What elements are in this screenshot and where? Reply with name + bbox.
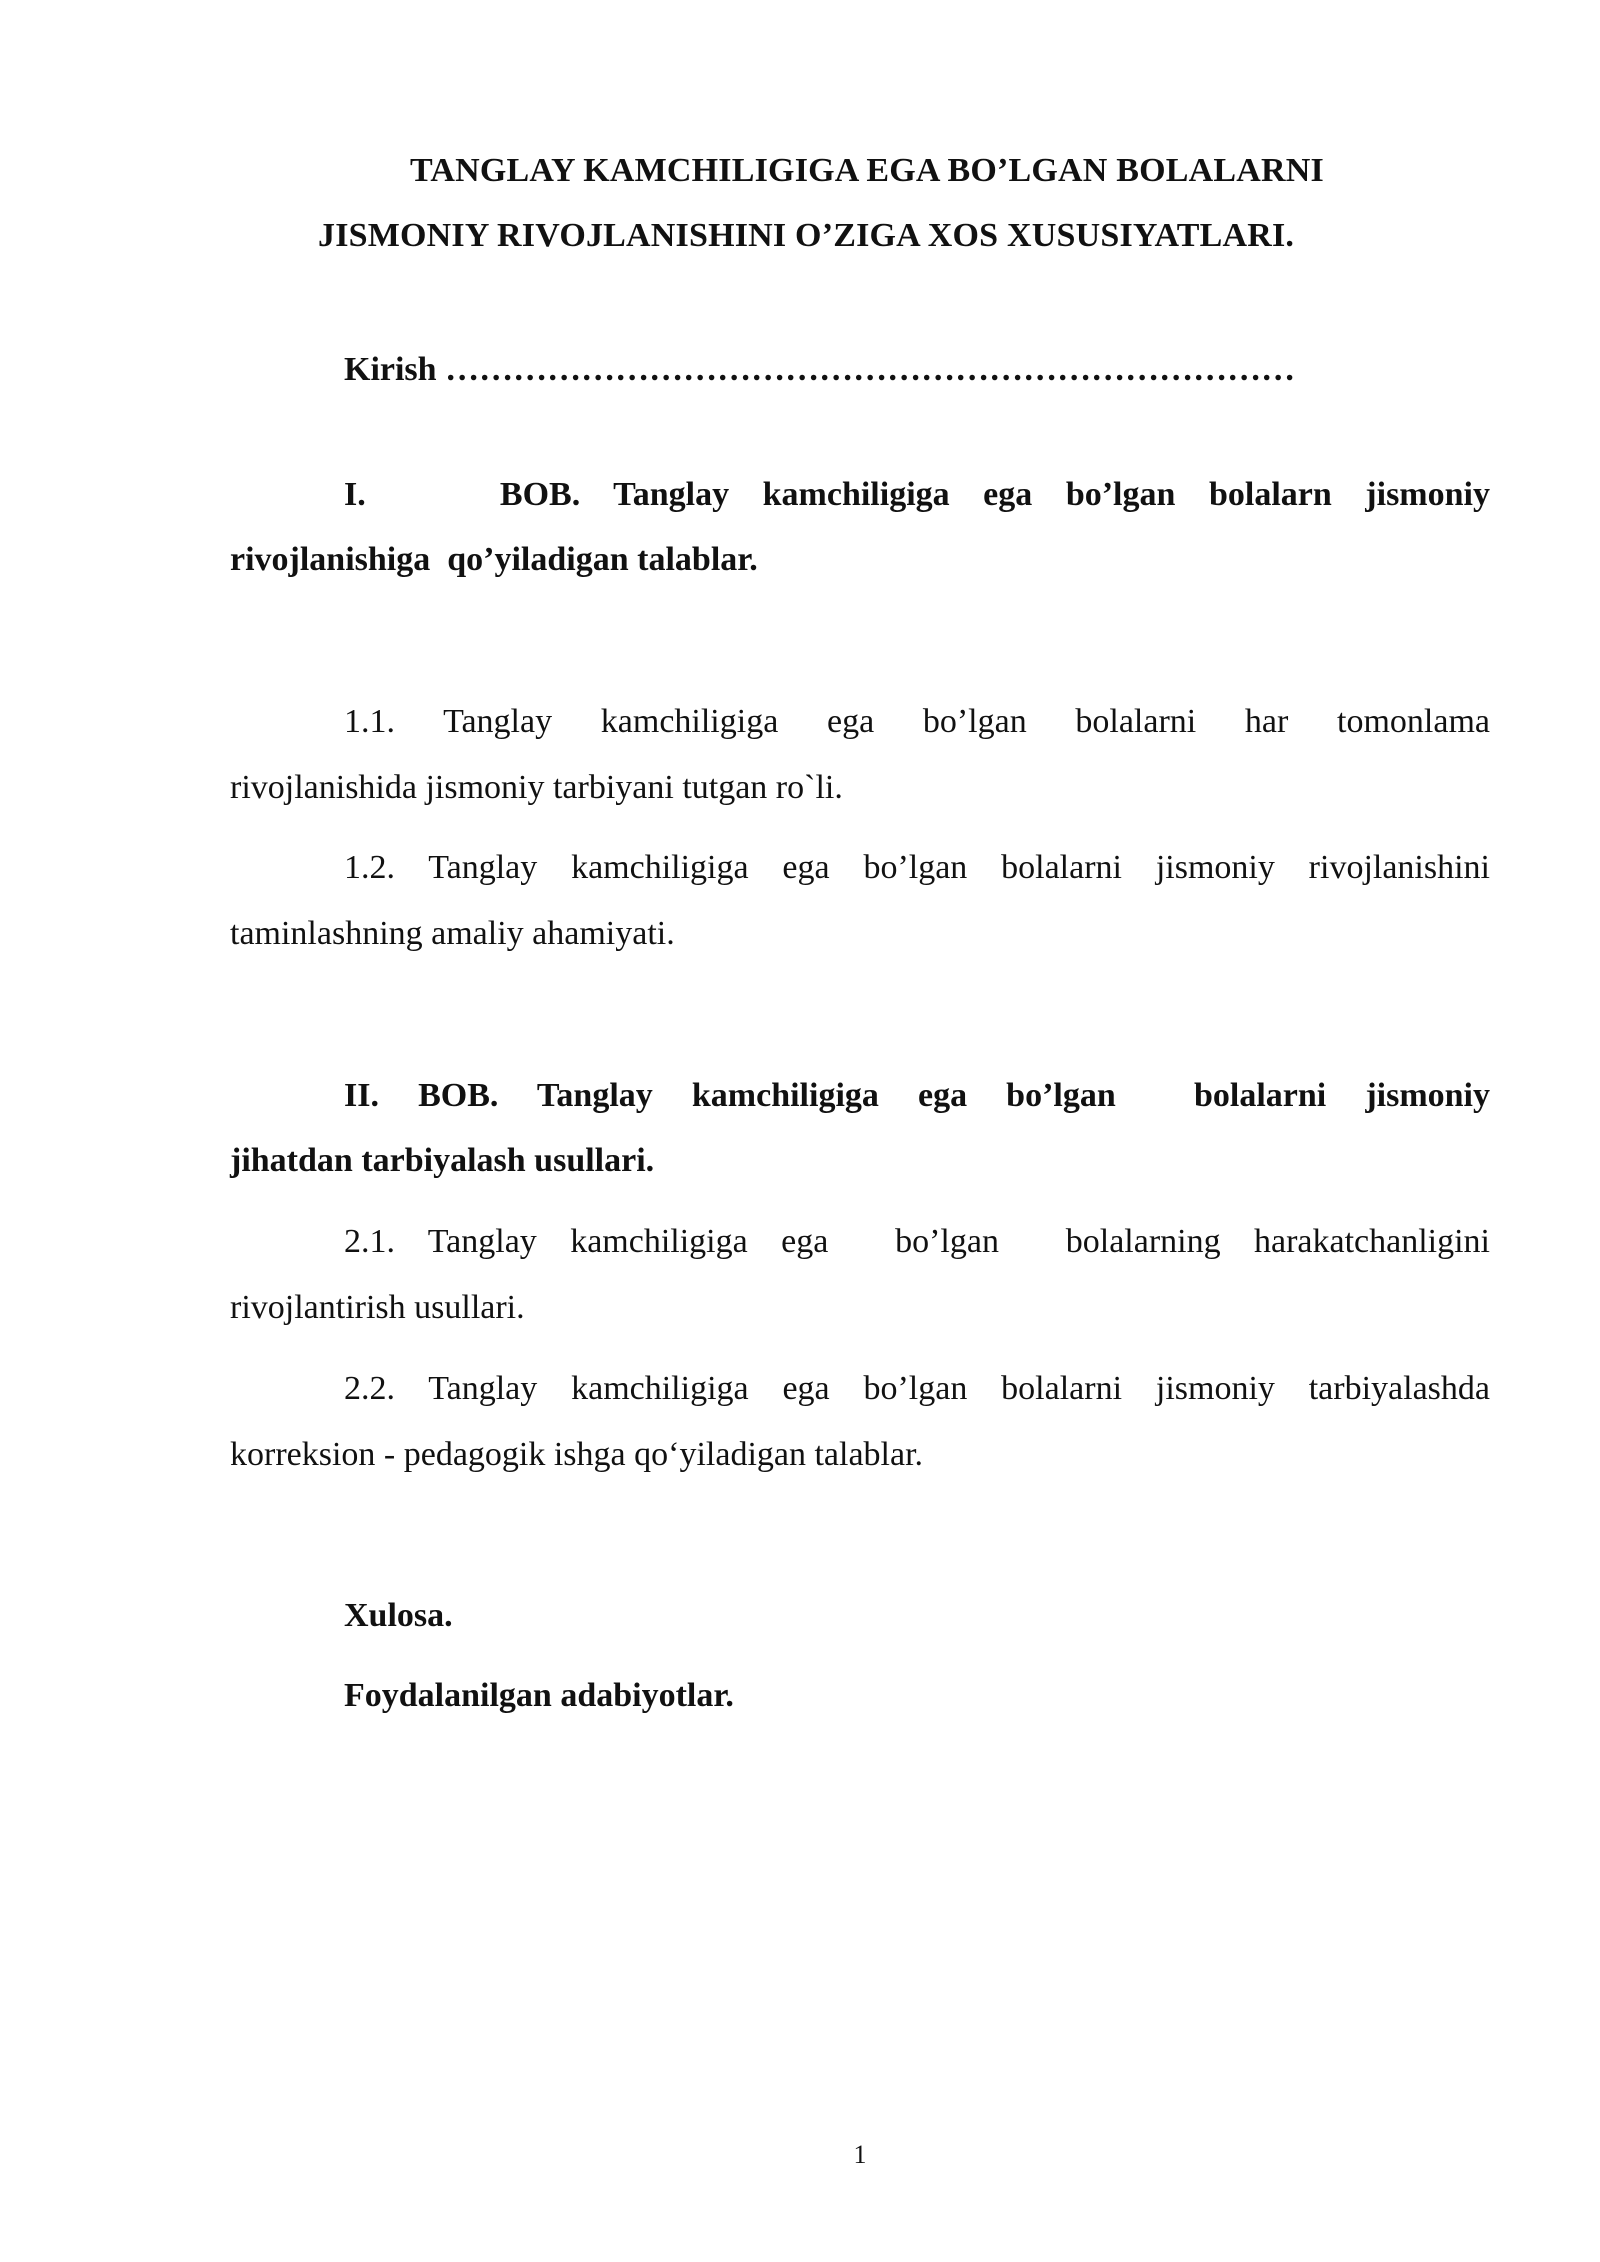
- chapter-1-heading-line-2: rivojlanishiga qo’yiladigan talablar.: [230, 541, 758, 578]
- document-title-line-2: JISMONIY RIVOJLANISHINI O’ZIGA XOS XUSUSIYATLARI.: [318, 217, 1295, 254]
- section-2-1-line-2: rivojlantirish usullari.: [230, 1289, 525, 1326]
- toc-intro: Kirish …………………………………………………………………: [344, 351, 1296, 388]
- chapter-1-heading-line-1: I. BOB. Tanglay kamchiligiga ega bo’lgan bolalarn jismoniy: [344, 476, 1490, 513]
- section-1-1-line-2: rivojlanishida jismoniy tarbiyani tutgan ro`li.: [230, 769, 843, 806]
- page-number: 1: [853, 2140, 867, 2169]
- document-title-line-1: TANGLAY KAMCHILIGIGA EGA BO’LGAN BOLALARNI: [410, 152, 1324, 189]
- toc-conclusion: Xulosa.: [344, 1597, 453, 1634]
- toc-references: Foydalanilgan adabiyotlar.: [344, 1677, 734, 1714]
- chapter-2-heading-line-2: jihatdan tarbiyalash usullari.: [230, 1142, 655, 1179]
- section-1-2-line-1: 1.2. Tanglay kamchiligiga ega bo’lgan bolalarni jismoniy rivojlanishini: [344, 849, 1490, 886]
- chapter-2-heading-line-1: II. BOB. Tanglay kamchiligiga ega bo’lgan bolalarni jismoniy: [344, 1077, 1490, 1114]
- section-1-2-line-2: taminlashning amaliy ahamiyati.: [230, 915, 675, 952]
- section-2-1-line-1: 2.1. Tanglay kamchiligiga ega bo’lgan bolalarning harakatchanligini: [344, 1223, 1490, 1260]
- section-2-2-line-1: 2.2. Tanglay kamchiligiga ega bo’lgan bolalarni jismoniy tarbiyalashda: [344, 1370, 1490, 1407]
- section-2-2-line-2: korreksion - pedagogik ishga qo‘yiladigan talablar.: [230, 1436, 924, 1473]
- section-1-1-line-1: 1.1. Tanglay kamchiligiga ega bo’lgan bolalarni har tomonlama: [344, 703, 1490, 740]
